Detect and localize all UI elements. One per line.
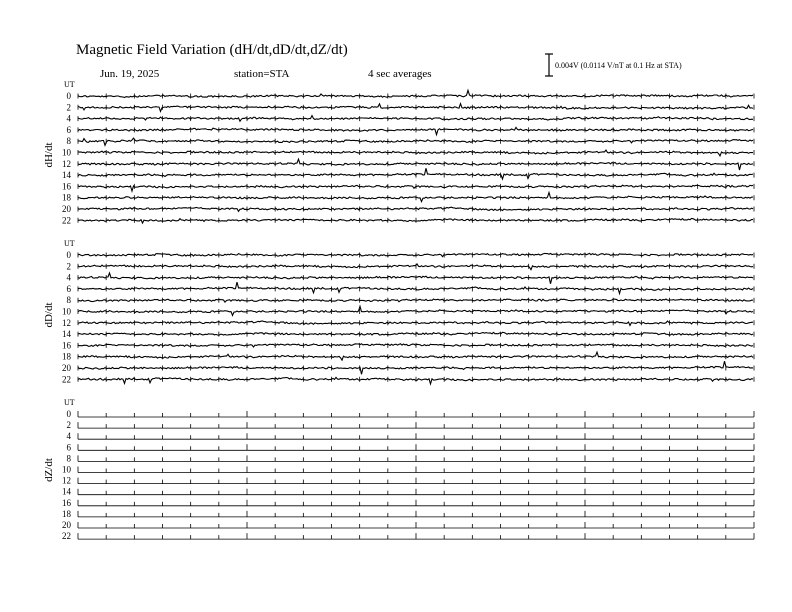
station-label: station=STA [234,68,290,80]
hour-tick-label: 8 [66,136,71,147]
hour-tick-label: 16 [62,340,71,351]
hour-tick-label: 4 [66,272,71,283]
hour-tick-label: 12 [62,158,71,169]
hour-tick-label: 4 [66,113,71,124]
hour-tick-label: 14 [62,170,71,181]
trace-line [78,332,753,335]
trace-line [78,361,753,374]
trace-line [78,321,753,326]
hour-tick-label: 2 [66,102,71,113]
hour-tick-label: 10 [62,464,71,475]
hour-tick-label: 6 [66,283,71,294]
trace-line [78,185,753,191]
trace-line [78,377,753,384]
hour-tick-label: 2 [66,261,71,272]
trace-line [78,159,753,170]
trace-line [78,150,753,156]
scale-label: 0.004V (0.0114 V/nT at 0.1 Hz at STA) [555,61,682,70]
ut-label: UT [64,239,75,248]
hour-tick-label: 2 [66,420,71,431]
hour-tick-label: 20 [62,520,71,530]
hour-tick-label: 10 [62,147,71,158]
panels-group [43,80,754,541]
hour-tick-label: 22 [62,374,71,385]
hour-tick-label: 16 [62,497,71,508]
hour-tick-label: 0 [66,409,71,419]
hour-tick-label: 14 [62,329,71,340]
trace-line [78,219,753,224]
hour-tick-label: 22 [62,531,71,542]
hour-tick-label: 18 [62,351,71,362]
trace-line [78,104,753,112]
hour-tick-label: 18 [62,508,71,519]
trace-line [78,253,753,256]
trace-line [78,264,753,270]
date-label: Jun. 19, 2025 [100,68,160,80]
trace-line [78,282,753,293]
hour-tick-label: 10 [62,306,71,317]
hour-tick-label: 8 [66,295,71,306]
hour-tick-label: 16 [62,181,71,192]
hour-tick-label: 20 [62,363,71,373]
panel-label: dD/dt [43,302,55,328]
hour-tick-label: 6 [66,442,71,453]
trace-line [78,344,753,347]
ut-label: UT [64,398,75,407]
trace-line [78,90,753,97]
hour-tick-label: 8 [66,453,71,464]
panel-label: dZ/dt [43,458,55,482]
hour-tick-label: 0 [66,250,71,260]
trace-line [78,127,753,134]
hour-tick-label: 4 [66,431,71,442]
hour-tick-label: 6 [66,124,71,135]
hour-tick-label: 0 [66,91,71,101]
scale-bar [545,54,553,76]
trace-line [78,207,753,211]
trace-line [78,299,753,302]
chart-title: Magnetic Field Variation (dH/dt,dD/dt,dZ/dt) [76,42,348,58]
trace-line [78,306,753,315]
trace-line [78,116,753,122]
panel-label: dH/dt [43,142,55,168]
ut-label: UT [64,80,75,89]
trace-line [78,193,753,202]
hour-tick-label: 14 [62,486,71,497]
trace-line [78,352,753,360]
hour-tick-label: 20 [62,204,71,214]
trace-line [78,273,753,284]
hour-tick-label: 22 [62,215,71,226]
hour-tick-label: 12 [62,317,71,328]
hour-tick-label: 18 [62,192,71,203]
trace-line [78,168,753,179]
averaging-label: 4 sec averages [368,68,432,80]
hour-tick-label: 12 [62,475,71,486]
trace-line [78,138,753,145]
